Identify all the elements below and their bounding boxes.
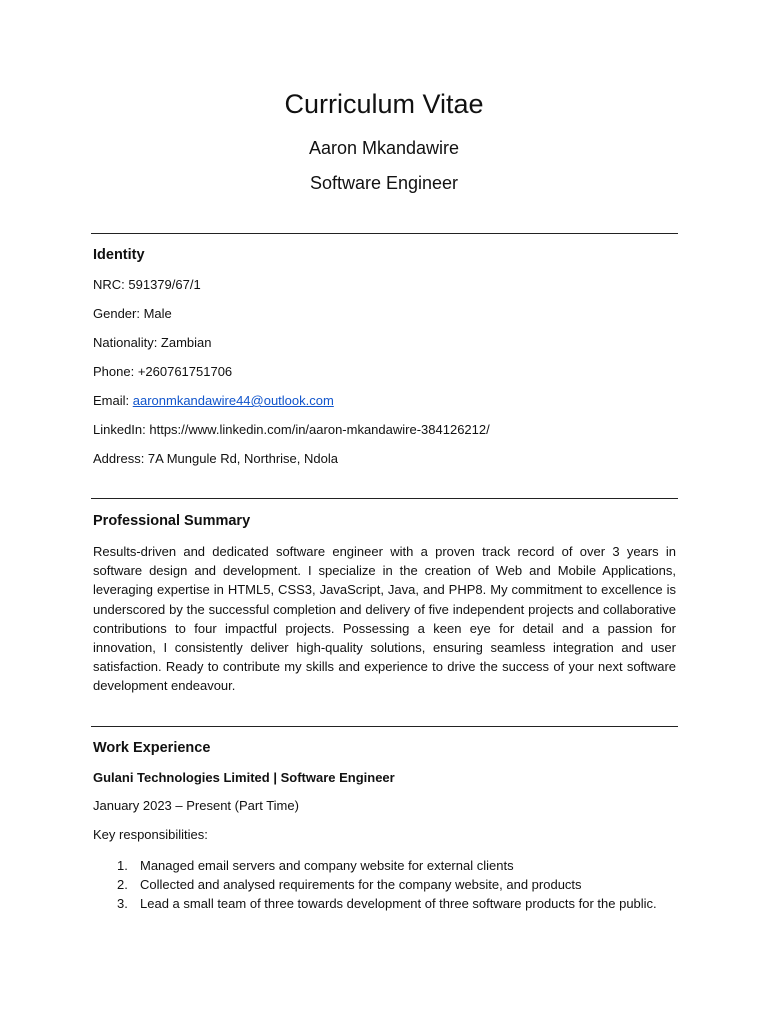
list-text: Collected and analysed requirements for the company website, and products [140,877,582,893]
address-line: Address: 7A Mungule Rd, Northrise, Ndola [93,451,338,466]
list-item [93,856,676,875]
list-number: 3. [117,896,128,912]
candidate-name: Aaron Mkandawire [308,138,460,158]
summary-heading: Professional Summary [93,513,251,529]
list-number: 2. [117,877,128,893]
linkedin-line: LinkedIn: https://www.linkedin.com/in/aaron-mkandawire-384126212/ [93,422,490,437]
nationality-line: Nationality: Zambian [93,335,212,350]
identity-heading: Identity [93,247,145,263]
responsibilities-label: Key responsibilities: [93,827,208,842]
email-line [93,392,334,410]
responsibilities-list [93,856,676,914]
gender-line: Gender: Male [93,306,172,321]
email-label: Email: [93,393,133,408]
list-text: Lead a small team of three towards development of three software products for the public. [140,896,657,912]
experience-heading: Work Experience [93,740,211,756]
email-link[interactable]: aaronmkandawire44@outlook.com [132,393,334,408]
list-item [93,894,676,913]
job-period: January 2023 – Present (Part Time) [93,798,299,813]
summary-paragraph: Results-driven and dedicated software engineer with a proven track record of over 3 years in software design and development. I specialize in the creation of Web and Mobile Applications, leveraging expertise in HTML5, CSS3, JavaScript, Java, and PHP8. My commitment to excellence is underscored by the successful completion and delivery of five independent projects and collaborative contributions to four impactful projects. Possessing a keen eye for detail and a passion for innovation, I consistently deliver high-quality solutions, ensuring seamless integration and user satisfaction. Ready to contribute my skills and experience to drive the success of your next software development endeavour. [93,544,676,694]
section-divider [91,726,678,727]
section-divider [91,498,678,499]
list-number: 1. [117,858,128,873]
nrc-line: NRC: 591379/67/1 [93,277,201,292]
list-item [93,875,676,894]
phone-line: Phone: +260761751706 [93,364,233,379]
list-text: Managed email servers and company website for external clients [140,858,514,873]
candidate-role: Software Engineer [309,173,459,193]
document-title: Curriculum Vitae [284,89,484,119]
section-divider [91,233,678,234]
job-title: Gulani Technologies Limited | Software Engineer [93,770,395,785]
